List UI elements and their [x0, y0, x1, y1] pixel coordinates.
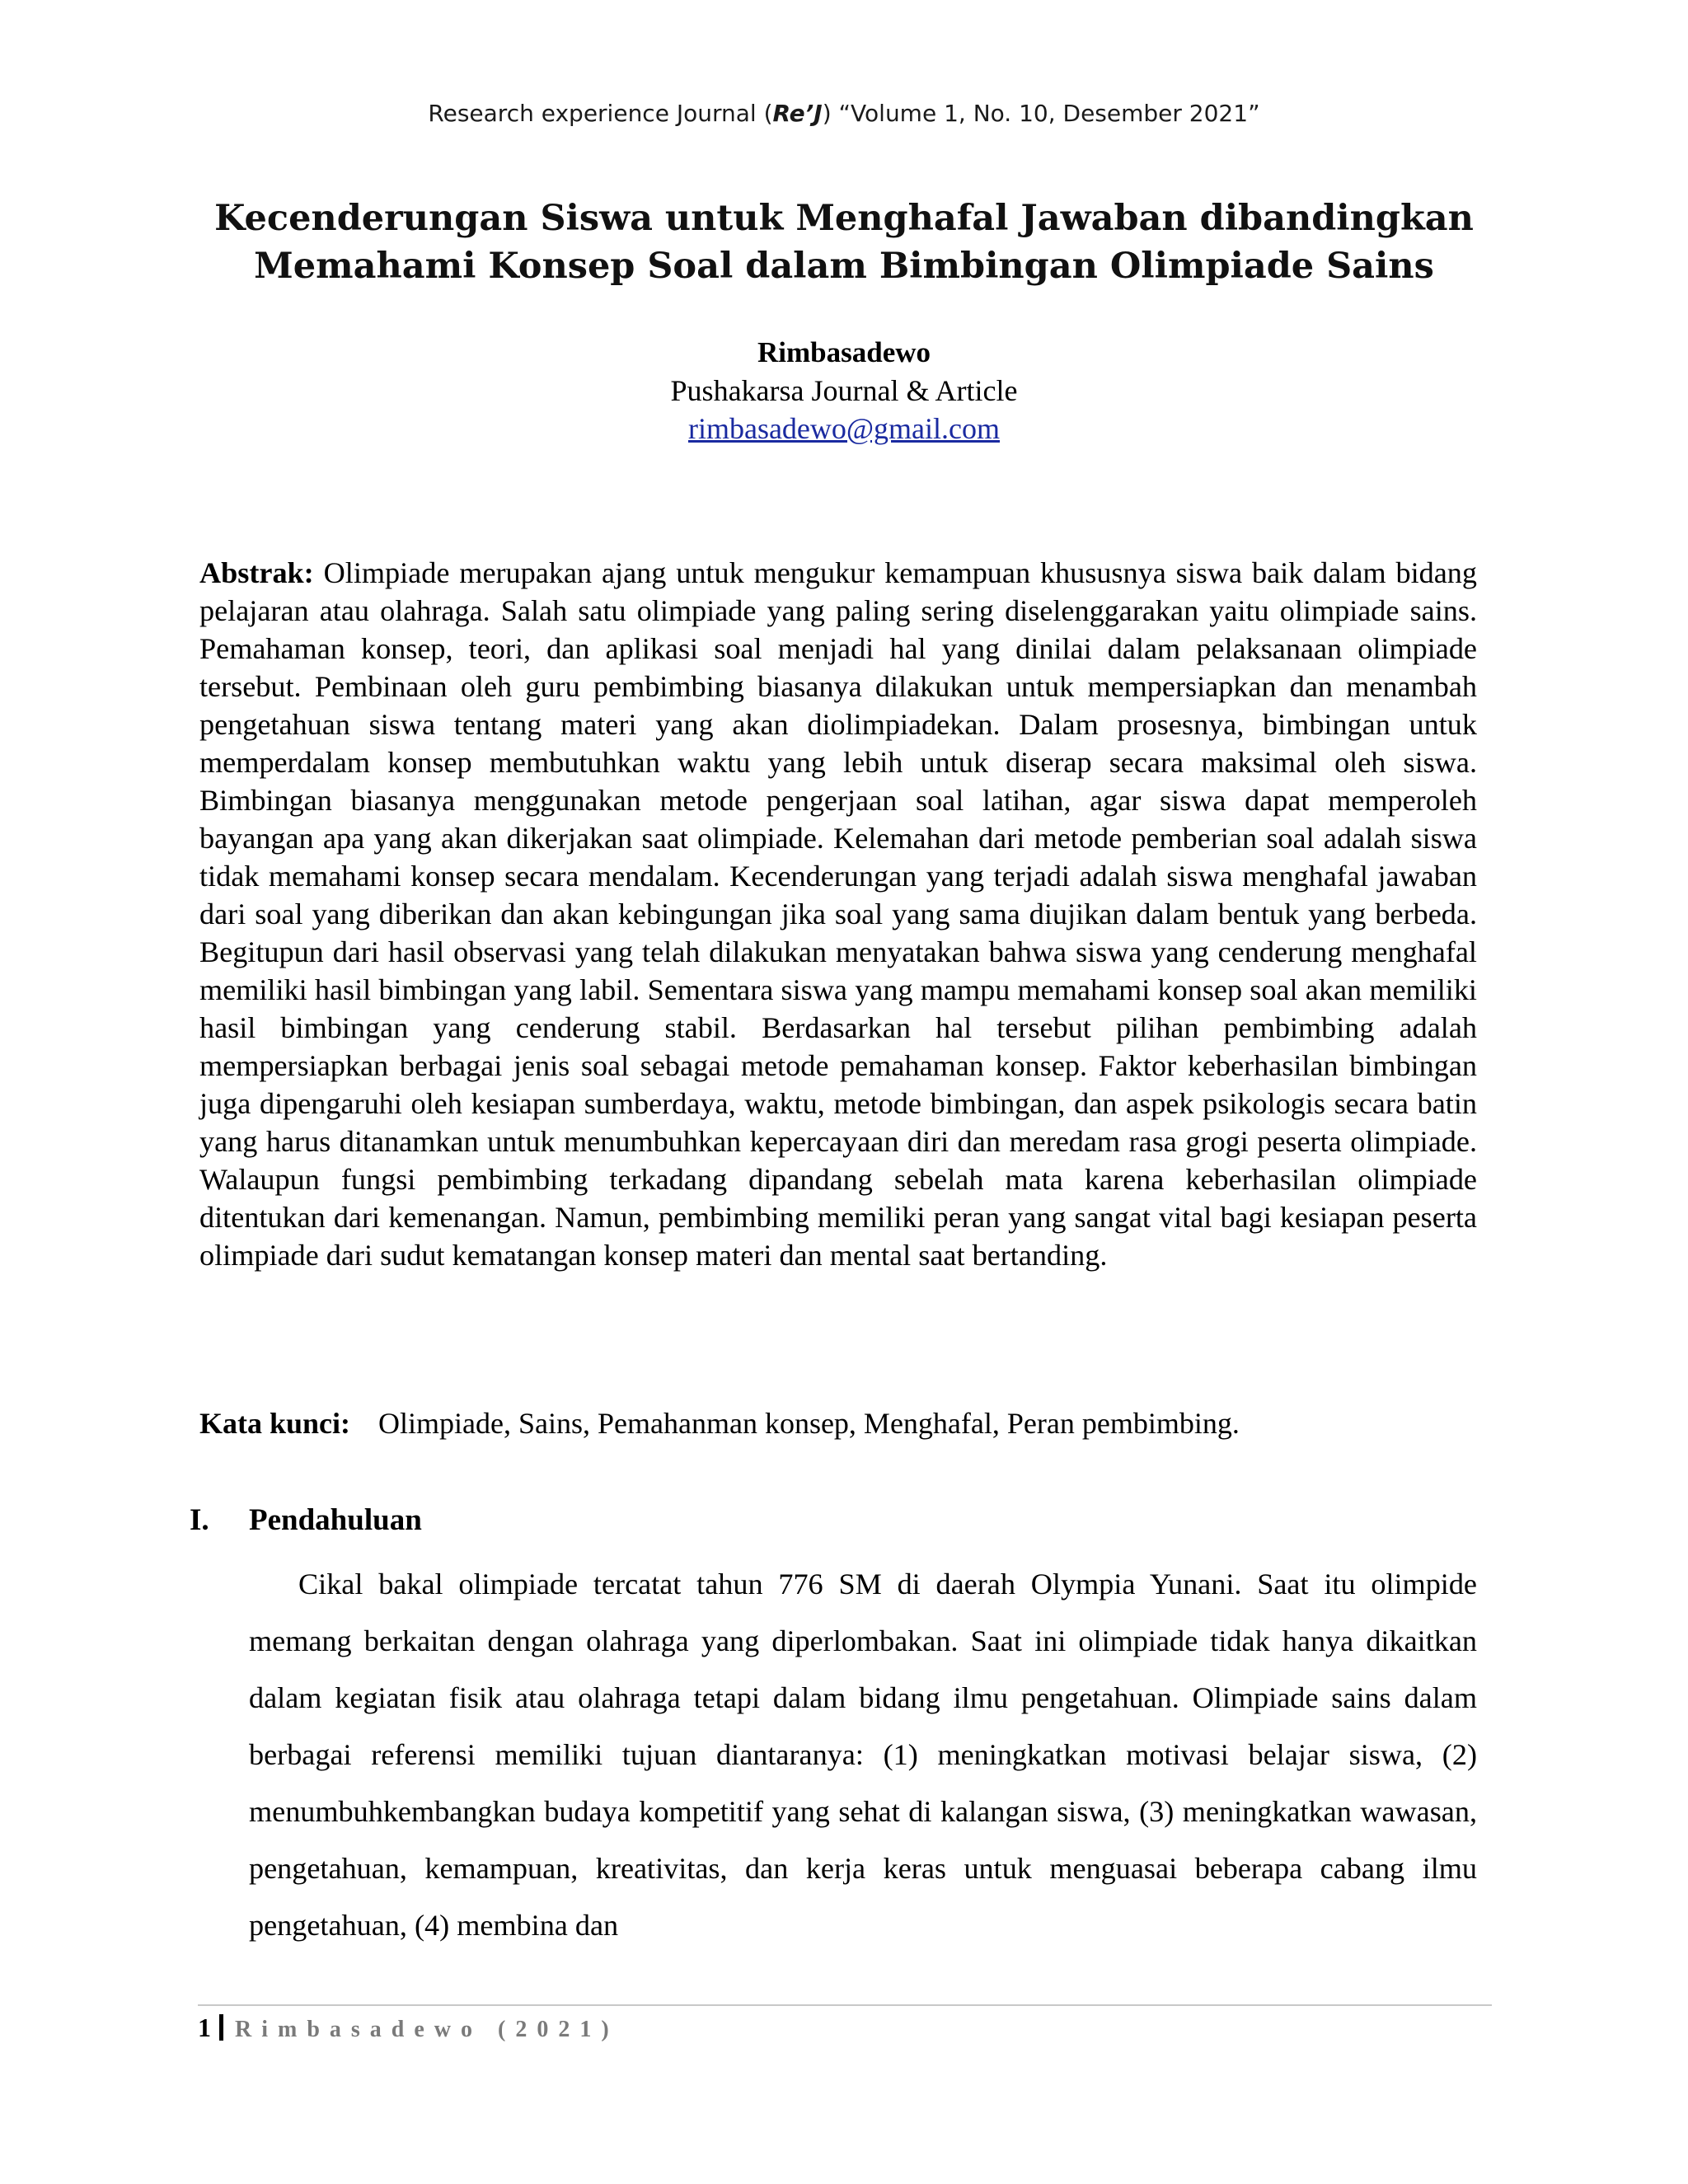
- journal-abbreviation: Re’J: [772, 100, 823, 127]
- footer-separator: [219, 2014, 223, 2041]
- journal-volume: ) “Volume 1, No. 10, Desember 2021”: [822, 100, 1260, 127]
- keywords: [199, 1404, 1477, 1442]
- section-body-paragraph: Cikal bakal olimpiade tercatat tahun 776 SM di daerah Olympia Yunani. Saat itu olimpide memang berkaitan dengan olahraga yang diperlombakan. Saat ini olimpiade tidak hanya dikaitkan dalam kegiatan fisik atau olahraga tetapi dalam bidang ilmu pengetahuan. Olimpiade sains dalam berbagai referensi memiliki tujuan diantaranya: (1) meningkatkan motivasi belajar siswa, (2) menumbuhkembangkan budaya kompetitif yang sehat di kalangan siswa, (3) meningkatkan wawasan, pengetahuan, kemampuan, kreativitas, dan kerja keras untuk menguasai beberapa cabang ilmu pengetahuan, (4) membina dan: [249, 1568, 1477, 1942]
- author-block: [0, 334, 1688, 448]
- author-email-link[interactable]: rimbasadewo@gmail.com: [687, 412, 1001, 445]
- running-header: [0, 97, 1688, 130]
- author-affiliation: Pushakarsa Journal & Article: [670, 374, 1018, 407]
- abstract-text: Olimpiade merupakan ajang untuk mengukur kemampuan khususnya siswa baik dalam bidang pelajaran atau olahraga. Salah satu olimpiade yang paling sering diselenggarakan yaitu olimpiade sains. Pemahaman konsep, teori, dan aplikasi soal menjadi hal yang dinilai dalam pelaksanaan olimpiade tersebut. Pembinaan oleh guru pembimbing biasanya dilakukan untuk mempersiapkan dan menambah pengetahuan siswa tentang materi yang akan diolimpiadekan. Dalam prosesnya, bimbingan untuk memperdalam konsep membutuhkan waktu yang lebih untuk diserap secara maksimal oleh siswa. Bimbingan biasanya menggunakan metode pengerjaan soal latihan, agar siswa dapat memperoleh bayangan apa yang akan dikerjakan saat olimpiade. Kelemahan dari metode pemberian soal adalah siswa tidak memahami konsep secara mendalam. Kecenderungan yang terjadi adalah siswa menghafal jawaban dari soal yang diberikan dan akan kebingungan jika soal yang sama diujikan dalam bentuk yang berbeda. Begitupun dari hasil observasi yang telah dilakukan menyatakan bahwa siswa yang cenderung menghafal memiliki hasil bimbingan yang labil. Sementara siswa yang mampu memahami konsep soal akan memiliki hasil bimbingan yang cenderung stabil. Berdasarkan hal tersebut pilihan pembimbing adalah mempersiapkan berbagai jenis soal sebagai metode pemahaman konsep. Faktor keberhasilan bimbingan juga dipengaruhi oleh kesiapan sumberdaya, waktu, metode bimbingan, dan aspek psikologis secara batin yang harus ditanamkan untuk menumbuhkan kepercayaan diri dan meredam rasa grogi peserta olimpiade. Walaupun fungsi pembimbing terkadang dipandang sebelah mata karena keberhasilan olimpiade ditentukan dari kemenangan. Namun, pembimbing memiliki peran yang sangat vital bagi kesiapan peserta olimpiade dari sudut kematangan konsep materi dan mental saat bertanding.: [199, 556, 1477, 1272]
- keywords-text: Olimpiade, Sains, Pemahanman konsep, Menghafal, Peran pembimbing.: [378, 1407, 1240, 1440]
- abstract-label: Abstrak:: [199, 556, 314, 589]
- section-number: I.: [190, 1503, 209, 1537]
- paper-title: Kecenderungan Siswa untuk Menghafal Jawaban dibandingkan Memahami Konsep Soal dalam Bimbingan Olimpiade Sains: [214, 198, 1474, 287]
- footer-author-year: Rimbasadewo (2021): [235, 2017, 619, 2042]
- author-name: Rimbasadewo: [757, 336, 931, 368]
- section-heading: [190, 1502, 422, 1540]
- footer-divider: [198, 2004, 1492, 2006]
- page-footer: [198, 2011, 619, 2046]
- abstract: [199, 554, 1477, 1274]
- page-number: 1: [198, 2013, 211, 2042]
- journal-name: Research experience Journal (: [428, 100, 773, 127]
- keywords-label: Kata kunci:: [199, 1407, 351, 1440]
- section-title: Pendahuluan: [249, 1503, 422, 1537]
